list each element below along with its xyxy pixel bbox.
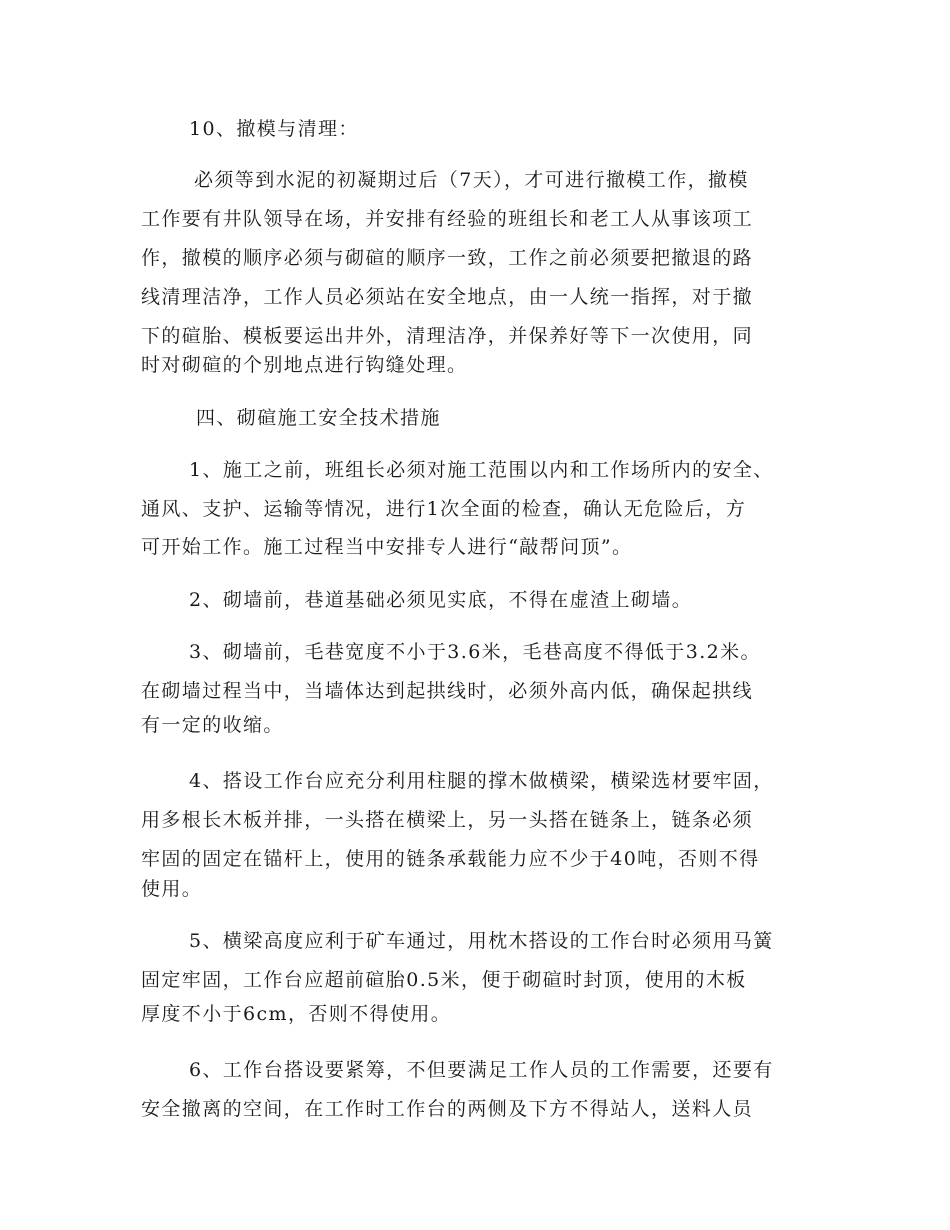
item-2-line: 2、砌墙前，巷道基础必须见实底，不得在虚渣上砌墙。: [189, 589, 693, 611]
heading-10: 10、撤模与清理：: [189, 118, 359, 140]
item-5-line: 固定牢固，工作台应超前碹胎0.5米，便于砌碹时封顶，使用的木板: [141, 969, 747, 991]
item-4-line: 牢固的固定在锚杆上，使用的链条承载能力应不少于40吨，否则不得: [141, 848, 760, 870]
item-6-line: 6、工作台搭设要紧筹，不但要满足工作人员的工作需要，还要有: [189, 1059, 774, 1081]
item-4-line: 4、搭设工作台应充分利用柱腿的撑木做横梁，横梁选材要牢固，: [189, 770, 774, 792]
para-10-line: 作，撤模的顺序必须与砌碹的顺序一致，工作之前必须要把撤退的路: [141, 247, 754, 269]
para-10-line: 工作要有井队领导在场，并安排有经验的班组长和老工人从事该项工: [141, 208, 754, 230]
item-3-line: 在砌墙过程当中，当墙体达到起拱线时，必须外高内低，确保起拱线: [141, 680, 754, 702]
para-10-line: 线清理洁净，工作人员必须站在安全地点，由一人统一指挥，对于撤: [141, 286, 754, 308]
para-10-line: 必须等到水泥的初凝期过后（7天），才可进行撤模工作，撤模: [194, 169, 749, 191]
item-4-line: 用多根长木板并排，一头搭在横梁上，另一头搭在链条上，链条必须: [141, 809, 754, 831]
item-3-line: 3、砌墙前，毛巷宽度不小于3.6米，毛巷高度不得低于3.2米。: [189, 641, 761, 663]
item-1-line: 可开始工作。施工过程当中安排专人进行“敲帮问顶”。: [141, 536, 633, 558]
item-4-line: 使用。: [141, 878, 203, 900]
item-1-line: 通风、支护、运输等情况，进行1次全面的检查，确认无危险后，方: [141, 498, 747, 520]
item-1-line: 1、施工之前，班组长必须对施工范围以内和工作场所内的安全、: [189, 459, 774, 481]
item-5-line: 5、横梁高度应利于矿车通过，用枕木搭设的工作台时必须用马簧: [189, 930, 774, 952]
para-10-line: 时对砌碹的个别地点进行钩缝处理。: [141, 354, 468, 376]
item-3-line: 有一定的收缩。: [141, 714, 284, 736]
para-10-line: 下的碹胎、模板要运出井外，清理洁净，并保养好等下一次使用，同: [141, 325, 754, 347]
section-4-title: 四、砌碹施工安全技术措施: [196, 407, 441, 429]
item-6-line: 安全撤离的空间，在工作时工作台的两侧及下方不得站人，送料人员: [141, 1098, 754, 1120]
item-5-line: 厚度不小于6cm，否则不得使用。: [141, 1003, 452, 1025]
